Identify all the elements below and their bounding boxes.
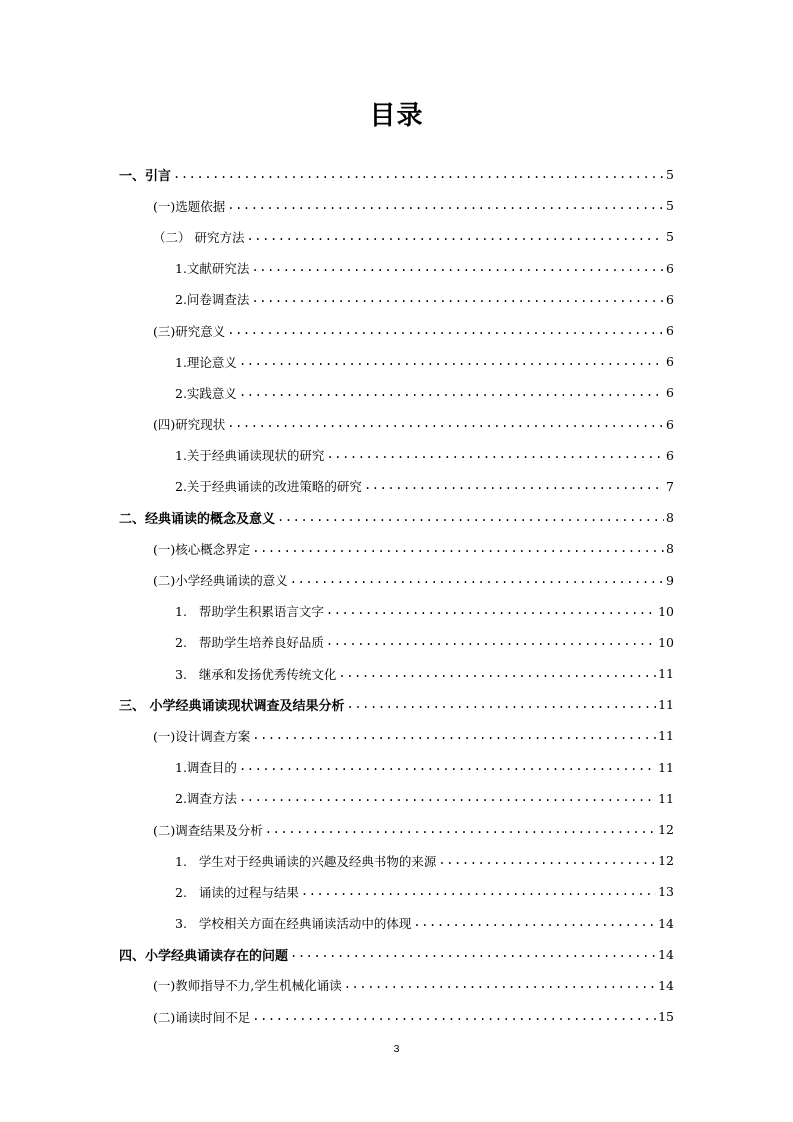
toc-entry[interactable] xyxy=(0,876,793,907)
dot-leader xyxy=(326,604,656,616)
toc-entry-label: 一、引言 xyxy=(119,169,172,185)
page-number: 3 xyxy=(393,1043,400,1055)
toc-entry[interactable] xyxy=(0,720,793,751)
toc-entry-label: (二)调查结果及分析 xyxy=(153,822,263,838)
toc-entry-page: 11 xyxy=(658,790,674,806)
dot-leader xyxy=(246,230,664,242)
dot-leader xyxy=(290,573,664,585)
dot-leader xyxy=(347,698,657,710)
toc-entry[interactable] xyxy=(0,564,793,595)
toc-entry-page: 11 xyxy=(658,697,674,713)
toc-entry-label: 1.调查目的 xyxy=(175,760,237,776)
toc-entry[interactable] xyxy=(0,752,793,783)
toc-entry[interactable] xyxy=(0,315,793,346)
toc-title: 目录 xyxy=(369,101,424,131)
toc-entry[interactable] xyxy=(0,409,793,440)
toc-entry-page: 13 xyxy=(658,884,674,900)
toc-entry[interactable] xyxy=(0,533,793,564)
toc-entry-label: (二)诵读时间不足 xyxy=(153,1009,251,1025)
toc-entry-page: 6 xyxy=(666,385,674,401)
dot-leader xyxy=(227,324,664,336)
toc-entry-page: 14 xyxy=(658,977,674,993)
toc-entry[interactable] xyxy=(0,440,793,471)
toc-entry[interactable] xyxy=(0,190,793,221)
toc-entry[interactable] xyxy=(0,596,793,627)
dot-leader xyxy=(252,729,656,741)
toc-entry-label: (一)选题依据 xyxy=(153,198,226,214)
toc-entry[interactable] xyxy=(0,845,793,876)
toc-entry[interactable] xyxy=(0,658,793,689)
dot-leader xyxy=(438,854,656,866)
dot-leader xyxy=(277,511,664,523)
toc-entry-label: (一)教师指导不力,学生机械化诵读 xyxy=(153,978,342,994)
toc-entry-page: 6 xyxy=(666,447,674,463)
toc-entry[interactable] xyxy=(0,970,793,1001)
dot-leader xyxy=(326,635,656,647)
dot-leader xyxy=(413,916,656,928)
dot-leader xyxy=(173,168,664,180)
dot-leader xyxy=(239,791,656,803)
toc-entry-page: 5 xyxy=(666,167,674,183)
toc-entry-label: (四)研究现状 xyxy=(153,417,226,433)
toc-entry[interactable] xyxy=(0,689,793,720)
toc-entry-page: 5 xyxy=(666,229,674,245)
toc-entry-label: 2.调查方法 xyxy=(175,791,237,807)
toc-entry-label: （二） 研究方法 xyxy=(153,229,245,245)
toc-entry[interactable] xyxy=(0,939,793,970)
toc-entry-page: 10 xyxy=(658,603,674,619)
toc-entry-page: 12 xyxy=(658,853,674,869)
toc-entry[interactable] xyxy=(0,221,793,252)
toc-entry[interactable] xyxy=(0,471,793,502)
toc-entry-label: 2.关于经典诵读的改进策略的研究 xyxy=(175,479,362,495)
toc-entry-page: 15 xyxy=(658,1009,674,1025)
toc-entry-label: 2.问卷调查法 xyxy=(175,292,250,308)
toc-entry-page: 5 xyxy=(666,198,674,214)
dot-leader xyxy=(227,199,664,211)
toc-entry[interactable] xyxy=(0,159,793,190)
toc-entry-page: 7 xyxy=(666,478,674,494)
toc-entry-label: 1. 帮助学生积累语言文字 xyxy=(175,604,324,620)
toc-entry[interactable] xyxy=(0,627,793,658)
toc-entry-page: 12 xyxy=(658,822,674,838)
toc-entry-label: (一)设计调查方案 xyxy=(153,728,251,744)
toc-entry-page: 8 xyxy=(666,510,674,526)
toc-entry-page: 11 xyxy=(658,759,674,775)
toc-entry-page: 6 xyxy=(666,354,674,370)
toc-entry-label: (一)核心概念界定 xyxy=(153,541,251,557)
dot-leader xyxy=(252,1010,656,1022)
toc-entry[interactable] xyxy=(0,284,793,315)
dot-leader xyxy=(251,261,664,273)
toc-entry-page: 14 xyxy=(658,915,674,931)
dot-leader xyxy=(239,386,664,398)
toc-entry[interactable] xyxy=(0,377,793,408)
dot-leader xyxy=(364,479,664,491)
toc-entry-page: 6 xyxy=(666,260,674,276)
toc-entry[interactable] xyxy=(0,346,793,377)
toc-entry-label: (三)研究意义 xyxy=(153,323,226,339)
toc-entry-label: 3. 继承和发扬优秀传统文化 xyxy=(175,666,337,682)
dot-leader xyxy=(239,760,656,772)
toc-entry-label: 1.理论意义 xyxy=(175,354,237,370)
toc-entry-label: 2. 诵读的过程与结果 xyxy=(175,884,299,900)
toc-entry[interactable] xyxy=(0,783,793,814)
toc-entry-label: 2. 帮助学生培养良好品质 xyxy=(175,635,324,651)
toc-entry[interactable] xyxy=(0,1001,793,1032)
toc-entry-label: 三、 小学经典诵读现状调查及结果分析 xyxy=(119,699,345,715)
toc-entry-label: 1.文献研究法 xyxy=(175,261,250,277)
dot-leader xyxy=(344,978,656,990)
dot-leader xyxy=(338,667,656,679)
dot-leader xyxy=(227,417,664,429)
toc-entry-page: 11 xyxy=(658,728,674,744)
toc-entry-page: 6 xyxy=(666,323,674,339)
dot-leader xyxy=(265,823,656,835)
toc-entry-page: 8 xyxy=(666,541,674,557)
toc-entry[interactable] xyxy=(0,253,793,284)
dot-leader xyxy=(239,355,664,367)
toc-entry-page: 10 xyxy=(658,634,674,650)
dot-leader xyxy=(251,292,664,304)
toc-entry[interactable] xyxy=(0,814,793,845)
toc-entry[interactable] xyxy=(0,502,793,533)
toc-entry-label: 四、小学经典诵读存在的问题 xyxy=(119,948,289,964)
toc-entry-page: 11 xyxy=(658,666,674,682)
toc-entry-page: 14 xyxy=(658,946,674,962)
toc-entry-label: 1. 学生对于经典诵读的兴趣及经典书物的来源 xyxy=(175,853,437,869)
table-of-contents xyxy=(0,159,793,1032)
toc-entry-label: 1.关于经典诵读现状的研究 xyxy=(175,448,325,464)
toc-entry[interactable] xyxy=(0,908,793,939)
dot-leader xyxy=(252,542,664,554)
dot-leader xyxy=(326,448,664,460)
toc-entry-label: 二、经典诵读的概念及意义 xyxy=(119,512,276,528)
toc-entry-label: (二)小学经典诵读的意义 xyxy=(153,573,288,589)
dot-leader xyxy=(301,885,656,897)
dot-leader xyxy=(290,947,656,959)
toc-entry-page: 6 xyxy=(666,416,674,432)
toc-entry-label: 2.实践意义 xyxy=(175,385,237,401)
toc-entry-page: 9 xyxy=(666,572,674,588)
toc-entry-page: 6 xyxy=(666,291,674,307)
toc-entry-label: 3. 学校相关方面在经典诵读活动中的体现 xyxy=(175,916,412,932)
